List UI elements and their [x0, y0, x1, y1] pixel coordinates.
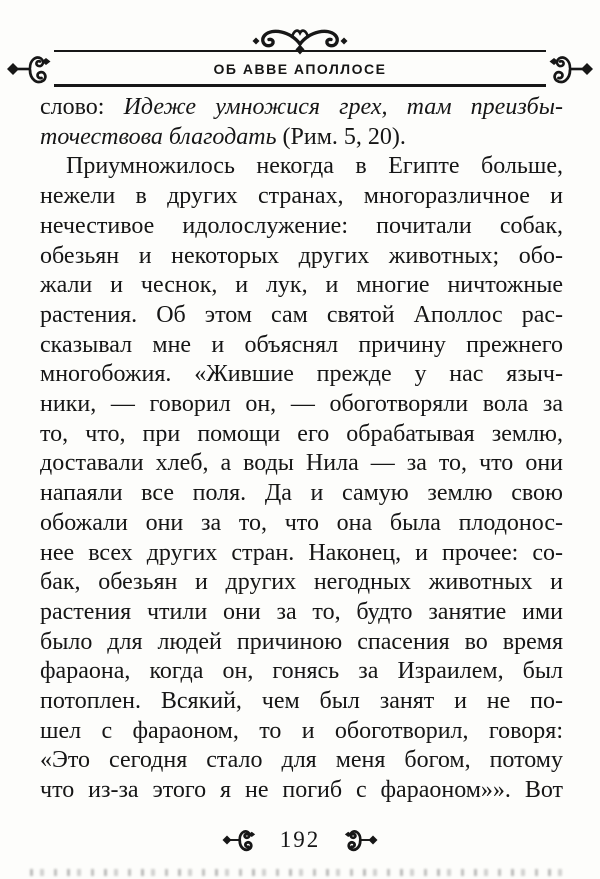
- body-text-segment: Приумножилось некогда в Египте больше,: [66, 153, 563, 180]
- body-text-segment: растения. Об этом сам святой Аполлос рас-: [40, 301, 563, 328]
- body-text-segment: шел с фараоном, то и обоготворил, говоря:: [40, 717, 563, 744]
- text-line: [40, 717, 563, 747]
- body-text-segment: ники, — говорил он, — обоготворяли вола за: [40, 391, 563, 418]
- text-line: [40, 509, 563, 539]
- body-text-segment: нежели в других странах, многоразличное и: [40, 183, 563, 210]
- scripture-quote-text: Идеже умножися грех, там преизбы-: [123, 94, 563, 120]
- body-text-segment: потоплен. Всякий, чем был занят и не по-: [40, 688, 563, 715]
- text-line: [40, 657, 563, 687]
- text-line: [40, 93, 563, 123]
- text-line: [40, 152, 563, 182]
- chapter-title: ОБ АВВЕ АПОЛЛОСЕ: [213, 61, 387, 77]
- text-line: [40, 687, 563, 717]
- text-line: [40, 182, 563, 212]
- text-line: [40, 331, 563, 361]
- footer-fleuron-right-icon: [342, 825, 380, 855]
- text-line: [40, 420, 563, 450]
- body-text-segment: многобожия. «Жившие прежде у нас языч-: [40, 361, 563, 388]
- text-line: [40, 390, 563, 420]
- footer-fleuron-left-icon: [220, 825, 258, 855]
- text-line: [40, 539, 563, 569]
- text-line: [40, 360, 563, 390]
- text-line: [40, 568, 563, 598]
- body-text-segment: (Рим. 5, 20).: [276, 123, 406, 150]
- text-line: [40, 123, 563, 153]
- page-header: [54, 50, 546, 87]
- body-text-segment: было для людей причиною спасения во время: [40, 628, 563, 655]
- text-line: [40, 746, 563, 776]
- body-text-segment: обезьян и некоторых других животных; обо-: [40, 242, 563, 269]
- body-text-segment: доставали хлеб, а воды Нила — за то, что они: [40, 450, 563, 477]
- body-text-segment: обожали они за то, что она была плодонос-: [40, 509, 563, 536]
- body-text-segment: сказывал мне и объяснял причину прежнего: [40, 331, 563, 358]
- scripture-quote-text: точествова благодать: [40, 123, 277, 150]
- body-text-segment: слово:: [40, 94, 124, 120]
- header-fleuron-left-icon: [6, 49, 52, 89]
- page-number: 192: [279, 827, 321, 852]
- text-line: [40, 449, 563, 479]
- scroll-crown-ornament-icon: [250, 24, 350, 56]
- body-text-segment: нее всех других стран. Наконец, и прочее: со-: [40, 539, 563, 566]
- text-line: [40, 271, 563, 301]
- text-line: [40, 242, 563, 272]
- text-line: [40, 628, 563, 658]
- body-text-segment: бак, обезьян и других негодных животных и: [40, 569, 563, 596]
- body-text-segment: что из-за этого я не погиб с фараоном»». Вот: [40, 777, 563, 804]
- body-text-segment: растения чтили они за то, будто занятие ими: [40, 598, 563, 625]
- text-line: [40, 479, 563, 509]
- text-line: [40, 598, 563, 628]
- next-page-text-sliver: [30, 869, 570, 876]
- body-text-segment: «Это сегодня стало для меня богом, потому: [40, 747, 563, 774]
- body-text: [40, 93, 563, 806]
- text-line: [40, 301, 563, 331]
- body-text-segment: то, что, при помощи его обрабатывая землю,: [40, 420, 563, 447]
- page-footer: [0, 820, 600, 860]
- body-text-segment: напаяли все поля. Да и самую землю свою: [40, 480, 563, 507]
- body-text-segment: фараона, когда он, гонясь за Израилем, был: [40, 658, 563, 685]
- text-line: [40, 776, 563, 806]
- text-line: [40, 212, 563, 242]
- body-text-segment: жали и чеснок, и лук, и многие ничтожные: [40, 272, 563, 299]
- body-text-segment: нечестивое идолослужение: почитали собак,: [40, 212, 563, 239]
- header-fleuron-right-icon: [548, 49, 594, 89]
